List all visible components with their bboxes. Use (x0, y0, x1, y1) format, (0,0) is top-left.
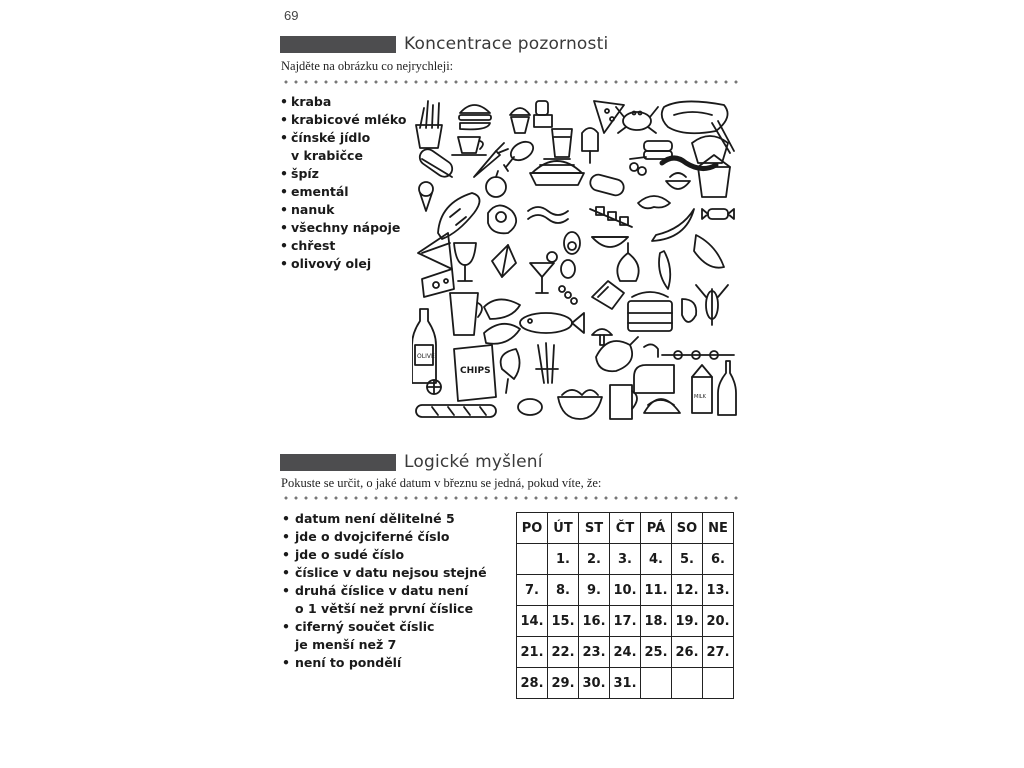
cupcake-icon (510, 108, 530, 133)
calendar-week-row (517, 637, 734, 668)
calendar-header-row (517, 513, 734, 544)
drink-glass-icon (552, 129, 572, 157)
weekday-header: SO (672, 513, 703, 544)
oil-label: OLIVE (417, 353, 435, 360)
roast-chicken-icon (596, 337, 638, 371)
asparagus-icon (536, 343, 558, 383)
corn-icon (694, 235, 724, 268)
calendar-cell (641, 668, 672, 699)
wine-glass-icon (454, 243, 476, 281)
toast-icon (592, 281, 624, 309)
calendar-cell: 10. (610, 575, 641, 606)
list-item: • špíz (280, 165, 406, 183)
takeout-box-icon (698, 155, 730, 197)
cookie-jar-icon (534, 101, 552, 127)
calendar-cell: 14. (517, 606, 548, 637)
list-item: • jde o sudé číslo (282, 546, 487, 564)
avocado-icon (564, 232, 580, 254)
pie-icon (530, 159, 584, 185)
calendar-cell: 30. (579, 668, 610, 699)
carrot-icon (474, 143, 508, 177)
calendar-cell: 3. (610, 544, 641, 575)
soup-bowl-icon (592, 237, 628, 247)
weekday-header: NE (703, 513, 734, 544)
calendar-cell: 25. (641, 637, 672, 668)
lemon-icon (427, 380, 441, 394)
calendar-cell: 24. (610, 637, 641, 668)
calendar-cell: 1. (548, 544, 579, 575)
list-item: • není to pondělí (282, 654, 487, 672)
ice-cream-icon (419, 182, 433, 211)
herb-icon (492, 245, 516, 277)
weekday-header: PÁ (641, 513, 672, 544)
calendar-cell: 27. (703, 637, 734, 668)
calendar-cell (672, 668, 703, 699)
search-items-list (280, 93, 406, 273)
list-item: • nanuk (280, 201, 406, 219)
pepper-icon (659, 251, 670, 289)
calendar-cell: 6. (703, 544, 734, 575)
peas-icon (559, 286, 577, 304)
bread-loaf-icon (438, 193, 480, 239)
sandwich-icon (418, 233, 452, 269)
calendar-cell: 4. (641, 544, 672, 575)
march-calendar (516, 512, 734, 699)
section-title-concentration: Koncentrace pozornosti (404, 34, 609, 54)
potato-icon (518, 399, 542, 415)
coffee-cup-icon (452, 137, 486, 155)
section-bar-concentration (280, 36, 396, 53)
weekday-header: ČT (610, 513, 641, 544)
sushi-icon (644, 141, 672, 159)
calendar-cell: 31. (610, 668, 641, 699)
calendar-cell: 28. (517, 668, 548, 699)
section-bar-logic (280, 454, 396, 471)
list-item: • olivový olej (280, 255, 406, 273)
drumstick-icon (504, 138, 536, 171)
croissant-icon (638, 196, 670, 208)
candy-icon (702, 209, 734, 219)
list-item: • chřest (280, 237, 406, 255)
cocktail-icon (530, 252, 557, 293)
chips-label: CHIPS (460, 366, 491, 376)
list-item: • kraba (280, 93, 406, 111)
crab-icon (616, 107, 658, 133)
strawberry-icon (682, 299, 696, 322)
page-number: 69 (284, 8, 299, 23)
list-item: • všechny nápoje (280, 219, 406, 237)
calendar-cell (517, 544, 548, 575)
list-item: • krabicové mléko (280, 111, 406, 129)
dotted-divider (281, 80, 741, 84)
calendar-cell: 22. (548, 637, 579, 668)
calendar-week-row (517, 544, 734, 575)
calendar-cell: 19. (672, 606, 703, 637)
calendar-cell: 11. (641, 575, 672, 606)
bread-slice-icon (634, 365, 674, 393)
food-doodle-illustration (412, 93, 742, 423)
ice-pop-icon (644, 344, 658, 357)
list-item: • jde o dvojciferné číslo (282, 528, 487, 546)
calendar-cell: 16. (579, 606, 610, 637)
calendar-cell: 8. (548, 575, 579, 606)
clue-list (282, 510, 487, 672)
calendar-week-row (517, 668, 734, 699)
kebab-skewer-icon (662, 351, 734, 359)
dotted-divider (281, 496, 741, 500)
bottle-icon (718, 361, 736, 415)
weekday-header: PO (517, 513, 548, 544)
hotdog-icon (417, 146, 456, 180)
calendar-cell: 29. (548, 668, 579, 699)
olives-icon (630, 157, 646, 175)
instruction-concentration: Najděte na obrázku co nejrychleji: (281, 59, 454, 73)
steak-icon (662, 101, 728, 133)
calendar-cell: 17. (610, 606, 641, 637)
calendar-cell: 20. (703, 606, 734, 637)
onion-icon (617, 243, 638, 281)
bowl-icon (666, 173, 690, 189)
burger-icon (459, 105, 491, 129)
calendar-cell: 26. (672, 637, 703, 668)
calendar-week-row (517, 575, 734, 606)
calendar-cell: 7. (517, 575, 548, 606)
wrap-icon (484, 299, 520, 319)
banana-icon (652, 209, 694, 241)
lobster-icon (696, 285, 728, 325)
section-title-logic: Logické myšlení (404, 452, 543, 472)
list-item: • ciferný součet číslic je menší než 7 (282, 618, 487, 654)
bacon-icon (528, 207, 568, 223)
fried-egg-icon (488, 205, 516, 233)
baguette-icon (416, 405, 496, 417)
pizza-slice-icon (594, 101, 624, 133)
list-item: • druhá číslice v datu není o 1 větší než první číslice (282, 582, 487, 618)
calendar-cell: 13. (703, 575, 734, 606)
calendar-cell: 18. (641, 606, 672, 637)
calendar-cell: 2. (579, 544, 610, 575)
fries-icon (416, 101, 442, 148)
coffee-latte-icon (450, 293, 482, 335)
milk-carton-icon (692, 365, 712, 413)
calendar-cell: 23. (579, 637, 610, 668)
fish-icon (520, 313, 584, 333)
calendar-cell: 5. (672, 544, 703, 575)
list-item: • čínské jídlo v krabičce (280, 129, 406, 165)
instruction-logic: Pokuste se určit, o jaké datum v březnu se jedná, pokud víte, že: (281, 476, 602, 490)
calendar-week-row (517, 606, 734, 637)
apple-icon (486, 171, 506, 197)
egg-icon (561, 260, 575, 278)
beer-mug-icon (610, 385, 637, 419)
weekday-header: ST (579, 513, 610, 544)
list-item: • ementál (280, 183, 406, 201)
popsicle-icon (582, 128, 598, 163)
calendar-cell (703, 668, 734, 699)
salad-bowl-icon (558, 390, 602, 419)
list-item: • číslice v datu nejsou stejné (282, 564, 487, 582)
cake-icon (628, 292, 672, 331)
weekday-header: ÚT (548, 513, 579, 544)
beet-icon (501, 349, 520, 393)
taco-icon (644, 399, 680, 413)
burrito-icon (589, 173, 626, 197)
calendar-cell: 15. (548, 606, 579, 637)
calendar-cell: 9. (579, 575, 610, 606)
mussel-icon (484, 324, 520, 344)
milk-label: MILK (694, 394, 706, 400)
calendar-cell: 12. (672, 575, 703, 606)
skewer-icon (590, 207, 632, 227)
list-item: • datum není dělitelné 5 (282, 510, 487, 528)
calendar-cell: 21. (517, 637, 548, 668)
olive-oil-bottle-icon (412, 309, 436, 383)
